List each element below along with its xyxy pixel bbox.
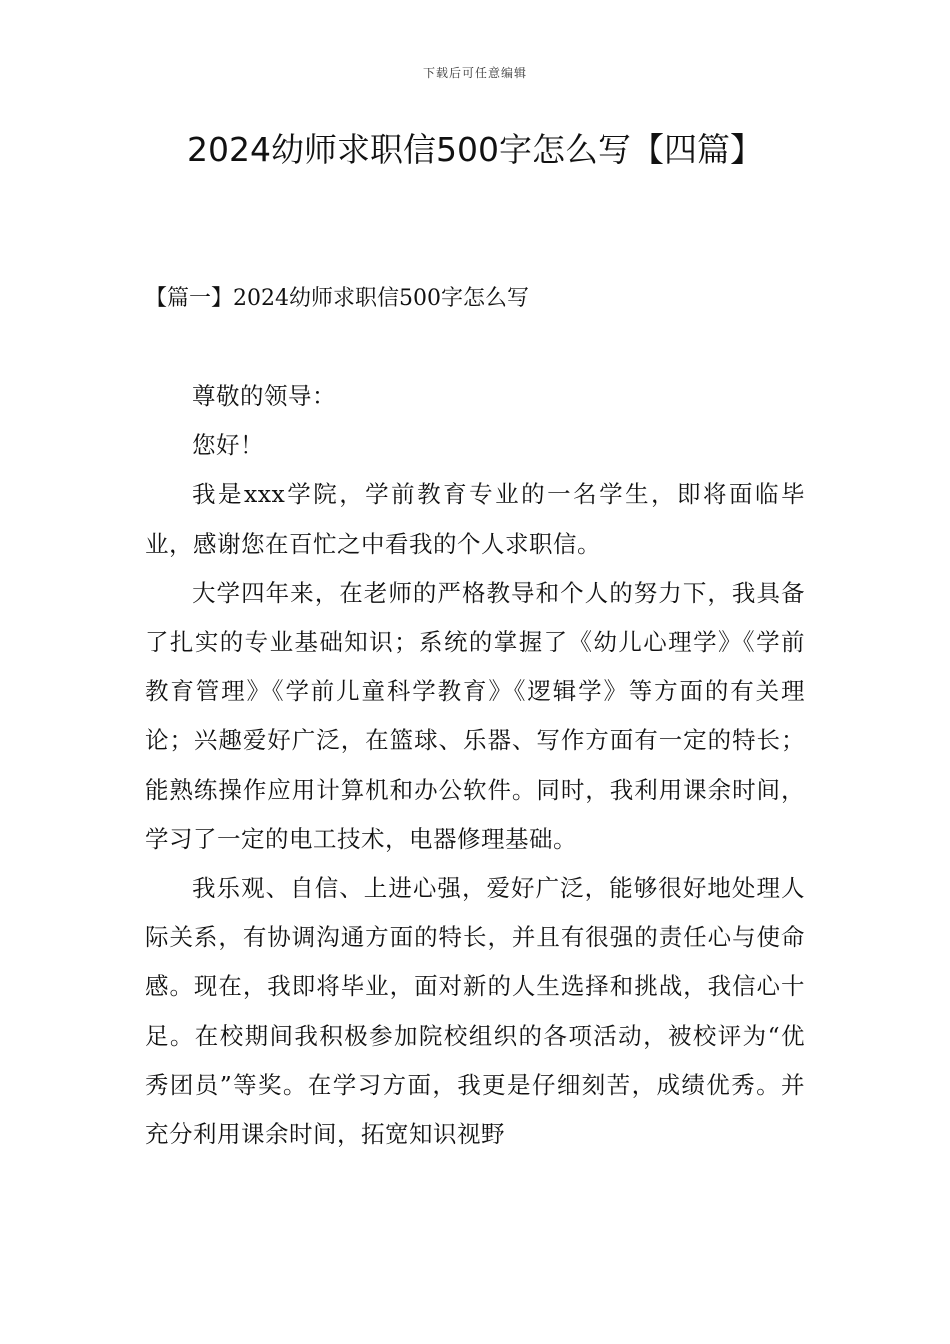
letter-body bbox=[145, 372, 805, 1159]
paragraph-intro: 我是xxx学院，学前教育专业的一名学生，即将面临毕业，感谢您在百忙之中看我的个人求职信。 bbox=[145, 480, 805, 558]
paragraph-personality: 我乐观、自信、上进心强，爱好广泛，能够很好地处理人际关系，有协调沟通方面的特长，并且有很强的责任心与使命感。现在，我即将毕业，面对新的人生选择和挑战，我信心十足。在校期间我积极参加院校组织的各项活动，被校评为“优秀团员”等奖。在学习方面，我更是仔细刻苦，成绩优秀。并充分利用课余时间，拓宽知识视野 bbox=[145, 874, 805, 1149]
section-heading: 【篇一】2024幼师求职信500字怎么写 bbox=[145, 286, 529, 311]
header-note: 下载后可任意编辑 bbox=[422, 66, 527, 80]
paragraph-education: 大学四年来，在老师的严格教导和个人的努力下，我具备了扎实的专业基础知识；系统的掌握了《幼儿心理学》《学前教育管理》《学前儿童科学教育》《逻辑学》等方面的有关理论；兴趣爱好广泛，在篮球、乐器、写作方面有一定的特长；能熟练操作应用计算机和办公软件。同时，我利用课余时间，学习了一定的电工技术，电器修理基础。 bbox=[145, 578, 805, 853]
document-title: 2024幼师求职信500字怎么写【四篇】 bbox=[187, 130, 763, 169]
greeting: 您好！ bbox=[192, 431, 264, 460]
salutation: 尊敬的领导： bbox=[192, 382, 336, 410]
